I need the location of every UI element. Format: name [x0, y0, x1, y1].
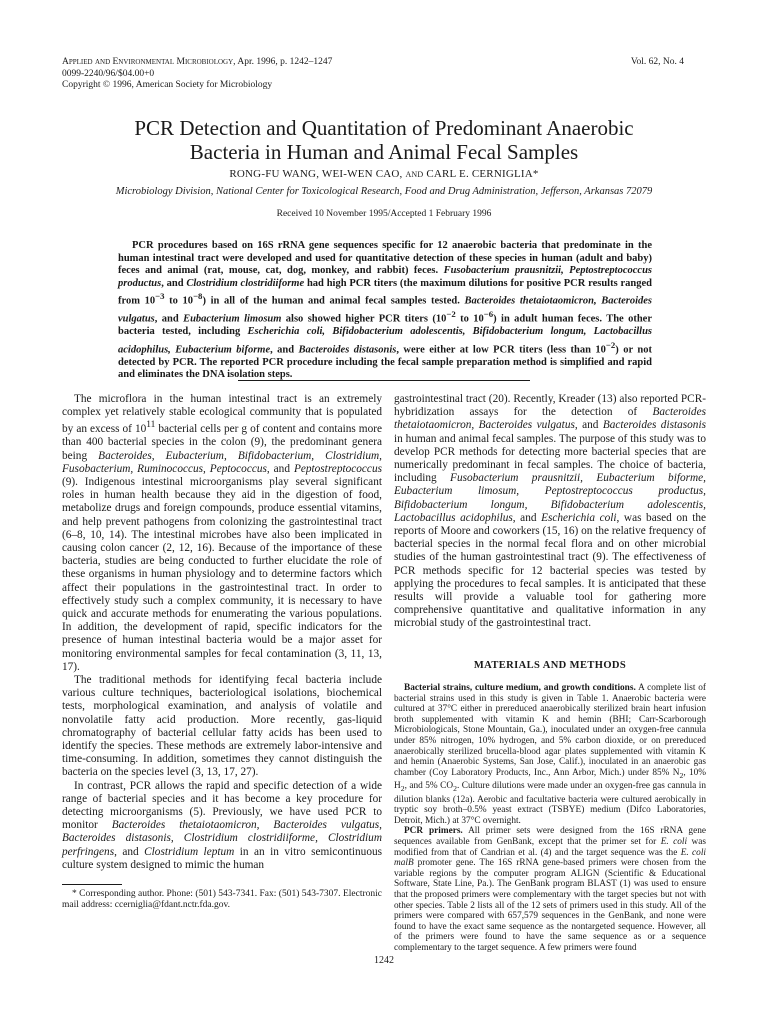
methods-heading: MATERIALS AND METHODS: [473, 660, 627, 671]
intro-paragraph-1: The microflora in the human intestinal tract is an extremely complex yet relatively stable ecological community that is populated by an excess of $10^{11}$ bacterial cells per g of content and contains more than 400 bacterial species in the colon (9), the predominant genera being Bacteroides, Eubacterium, Bifidobacterium, Clostridium, Fusobacterium, Ruminococcus, Peptococcus, and Peptostreptococcus (9). Indigenous intestinal microorganisms play several significant roles in human health because they aid in the digestion of food, metabolize drugs and foreign compounds, produce essential vitamins, and help prevent pathogens from colonizing the gastrointestinal tract (6–8, 10, 14). The intestinal microbes have also been implicated in causing colon cancer (2, 12, 16). Because of the importance of these bacteria, studies are being conducted to further elucidate the role of these organisms in human physiology and to determine factors which affect their populations in the gastrointestinal tract. In order to effectively study such a complex community, it is necessary to have quick and accurate methods for enumerating the various populations. In addition, the development of rapid, specific indicators for the presence of human intestinal bacteria would be a major asset for monitoring environmental samples for fecal contamination (3, 11, 13, 17).: [62, 393, 383, 673]
received-date: Received 10 November 1995/Accepted 1 February 1996: [276, 209, 492, 219]
methods-section: [394, 683, 706, 954]
author-last: CARL E. CERNIGLIA*: [426, 168, 539, 180]
citation: , Apr. 1996, p. 1242–1247: [233, 57, 333, 67]
page-number: 1242: [374, 955, 394, 966]
article-title: [60, 116, 708, 164]
journal-name: Applied and Environmental Microbiology: [62, 57, 234, 67]
affiliation: Microbiology Division, National Center for Toxicological Research, Food and Drug Administration, Jefferson, Arkansas 72079: [115, 186, 653, 197]
abstract: PCR procedures based on 16S rRNA gene sequences specific for 12 anaerobic bacteria that predominate in the human intestinal tract were developed and used for quantitative detection of these species in human (adult and baby) feces and animal (rat, mouse, cat, dog, monkey, and rabbit) feces. Fusobacterium prausnitzii, Peptostreptococcus productus, and Clostridium clostridiiforme had high PCR titers (the maximum dilutions for positive PCR results ranged from $10^{-3}$ to $10^{-8}$) in all of the human and animal fecal samples tested. Bacteroides thetaiotaomicron, Bacteroides vulgatus, and Eubacterium limosum also showed higher PCR titers ($10^{-2}$ to $10^{-6}$) in adult human feces. The other bacteria tested, including Escherichia coli, Bifidobacterium adolescentis, Bifidobacterium longum, Lactobacillus acidophilus, Eubacterium biforme, and Bacteroides distasonis, were either at low PCR titers (less than $10^{-2}$) or not detected by PCR. The reported PCR procedure including the fecal sample preparation method is simplified and rapid and eliminates the DNA isolation steps.: [118, 240, 653, 380]
intro-paragraph-2: The traditional methods for identifying fecal bacteria include various culture techniques, bacteriological isolations, biochemical tests, morphological examination, and analysis of volatile and nonvolatile fatty acid production. More recently, gas-liquid chromatography of bacterial cellular fatty acids has been used to identify the species. These methods are extremely labor-intensive and time-consuming. In addition, sometimes they cannot distinguish the bacteria on the species level (3, 13, 17, 27).: [62, 674, 382, 779]
title-line-2: Bacteria in Human and Animal Fecal Samples: [189, 140, 579, 164]
title-line-1: PCR Detection and Quantitation of Predominant Anaerobic: [134, 116, 634, 140]
journal-header: [62, 57, 332, 92]
copyright: Copyright © 1996, American Society for Microbiology: [62, 80, 273, 90]
authors: [60, 168, 708, 180]
title-block: [60, 116, 708, 219]
section-divider: [238, 380, 530, 381]
footnote-divider: [62, 884, 122, 885]
issn: 0099-2240/96/$04.00+0: [62, 68, 155, 79]
volume-issue: Vol. 62, No. 4: [630, 57, 684, 67]
methods-paragraph-primers: PCR primers. All primer sets were designed from the 16S rRNA gene sequences available from GenBank, except that the primer set for E. coli was modified from that of Candrian et al. (4) and the target sequence was the E. coli malB promoter gene. The 16S rRNA gene-based primers were chosen from the variable regions by the computer program ALIGN (Scientific & Educational Software, State Line, Pa.). The GenBank program BLAST (1) was used to ensure that the proposed primers were complementary with the target species but not with other species. Table 2 lists all of the 12 sets of primers used in this study. All of the primers were compared with 657,579 sequences in the GenBank, and none were found to have the exact same sequence as the nontargeted sequence. However, all of the primers were found to have the same sequence as or a sequence complementary to the target sequence. A few primers were found: [394, 826, 706, 953]
left-column: [62, 393, 382, 872]
methods-paragraph-strains: Bacterial strains, culture medium, and growth conditions. A complete list of bacterial strains used in this study is given in Table 1. Anaerobic bacteria were cultured at 37°C either in prereduced anaerobically sterilized brain heart infusion broth supplemented with vitamin K and hemin (BHI; Carr-Scarborough Microbiologicals, Stone Mountain, Ga.), inoculated under an oxygen-free cannula under 85% nitrogen, 10% hydrogen, and 5% carbon dioxide, or on prereduced anaerobically sterilized brucella-blood agar plates supplemented with vitamin K and hemin (Anaerobic Systems, San Jose, Calif.), inoculated in an anaerobic gas chamber (Coy Laboratory Products, Inc., Ann Arbor, Mich.) under 85% $N_2$, 10% $H_2$, and 5% $CO_2$. Culture dilutions were made under an oxygen-free gas cannula in dilution blanks (12a). Aerobic and facultative bacteria were cultured aerobically in tryptic soy broth–0.5% yeast extract (TSBYE) medium (Difco Laboratories, Detroit, Mich.) at 37°C overnight.: [394, 683, 707, 826]
author-names: RONG-FU WANG, WEI-WEN CAO,: [229, 168, 403, 180]
right-column: [394, 393, 706, 631]
intro-paragraph-continued: gastrointestinal tract (20). Recently, Kreader (13) also reported PCR-hybridization assays for the detection of Bacteroides thetaiotaomicron, Bacteroides vulgatus, and Bacteroides distasonis in human and animal fecal samples. The purpose of this study was to develop PCR methods for detecting more bacterial species that are numerically predominant in fecal samples. The choice of bacteria, including Fusobacterium prausnitzii, Eubacterium biforme, Eubacterium limosum, Peptostreptococcus productus, Bifidobacterium longum, Bifidobacterium adolescentis, Lactobacillus acidophilus, and Escherichia coli, was based on the reports of Moore and coworkers (15, 16) on the relative frequency of bacterial species in the normal fecal flora and on other microbial studies of the human gastrointestinal tract (9). The effectiveness of PCR methods specific for 12 bacterial species was tested by applying the procedures to fecal samples. It is anticipated that these results will provide a valuable tool for gathering more comprehensive quantitative and qualitative information in any microbial study of the gastrointestinal tract.: [394, 393, 707, 630]
footnote: * Corresponding author. Phone: (501) 543-7341. Fax: (501) 543-7307. Electronic mail address: ccerniglia@fdant.nctr.fda.gov.: [62, 889, 382, 910]
intro-paragraph-3: In contrast, PCR allows the rapid and specific detection of a wide range of bacterial species and it has become a key procedure for detecting microorganisms (5). Previously, we have used PCR to monitor Bacteroides thetaiotaomicron, Bacteroides vulgatus, Bacteroides distasonis, Clostridium clostridiiforme, Clostridium perfringens, and Clostridium leptum in an in vitro semicontinuous culture system designed to mimic the human: [62, 779, 383, 871]
author-and: and: [405, 168, 424, 180]
